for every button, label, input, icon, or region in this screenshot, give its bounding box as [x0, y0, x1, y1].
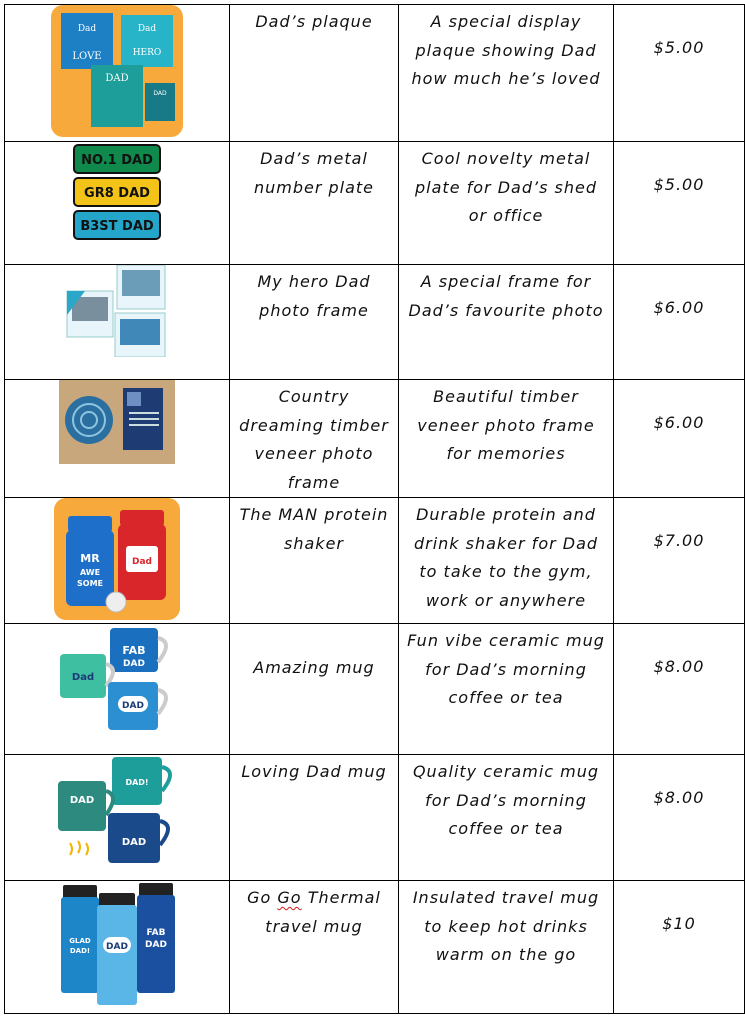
svg-text:SOME: SOME	[77, 579, 103, 588]
product-name-cell	[230, 624, 399, 755]
product-description-cell	[399, 380, 614, 498]
svg-text:GLAD: GLAD	[69, 937, 91, 945]
product-image-cell	[5, 881, 230, 1014]
product-name: Amazing mug	[253, 658, 375, 677]
product-image-cell	[5, 380, 230, 498]
product-image-cell	[5, 142, 230, 265]
product-description: A special frame for Dad’s favourite photo	[408, 272, 604, 320]
loving-mugs-icon	[54, 755, 180, 871]
svg-text:Dad: Dad	[137, 24, 157, 34]
product-price: $8.00	[653, 657, 705, 676]
svg-text:DAD: DAD	[121, 837, 147, 848]
product-name: Dad’s metal number plate	[253, 149, 375, 197]
product-price: $5.00	[653, 38, 705, 57]
product-name-cell	[230, 755, 399, 881]
product-name-cell	[230, 380, 399, 498]
svg-text:FAB: FAB	[146, 928, 166, 938]
product-price-cell	[614, 5, 745, 142]
product-description: Beautiful timber veneer photo frame for memories	[417, 387, 595, 463]
product-price: $6.00	[653, 413, 705, 432]
table-row	[5, 881, 745, 1014]
product-price: $5.00	[653, 175, 705, 194]
table-row	[5, 498, 745, 624]
product-description-cell	[399, 624, 614, 755]
product-name	[230, 881, 398, 941]
product-name: My hero Dad photo frame	[257, 272, 371, 320]
svg-text:DAD: DAD	[106, 942, 128, 952]
plate-text: NO.1 DAD	[81, 153, 153, 168]
product-price: $7.00	[653, 531, 705, 550]
table-row	[5, 5, 745, 142]
name-part: Thermal travel mug	[265, 888, 381, 936]
product-name-cell	[230, 142, 399, 265]
svg-text:DAD: DAD	[153, 90, 167, 97]
product-table	[4, 4, 745, 1014]
svg-text:Dad: Dad	[132, 557, 152, 567]
svg-text:MR: MR	[80, 552, 100, 565]
product-description-cell	[399, 142, 614, 265]
product-name-cell	[230, 881, 399, 1014]
fun-mugs-icon	[54, 624, 180, 734]
product-image-cell	[5, 624, 230, 755]
timber-frame-icon	[59, 380, 175, 464]
photo-frames-icon	[65, 265, 169, 357]
plaque-set-icon	[51, 5, 183, 137]
svg-text:DAD: DAD	[123, 659, 145, 669]
product-price-cell	[614, 755, 745, 881]
product-description: Durable protein and drink shaker for Dad to take to the gym, work or anywhere	[413, 505, 599, 610]
svg-text:DAD!: DAD!	[125, 778, 149, 787]
product-name: Loving Dad mug	[241, 762, 387, 781]
product-description-cell	[399, 5, 614, 142]
product-price-cell	[614, 380, 745, 498]
product-description: Quality ceramic mug for Dad’s morning coffee or tea	[412, 762, 600, 838]
plate-text: GR8 DAD	[84, 186, 150, 201]
thermal-mugs-icon	[57, 881, 177, 1007]
product-price-cell	[614, 624, 745, 755]
svg-text:DAD: DAD	[105, 73, 129, 84]
product-price: $10	[662, 914, 696, 933]
product-name-cell	[230, 498, 399, 624]
product-image-cell	[5, 265, 230, 380]
product-description-cell	[399, 755, 614, 881]
product-price-cell	[614, 498, 745, 624]
product-price: $6.00	[653, 298, 705, 317]
table-row	[5, 142, 745, 265]
product-name: Country dreaming timber veneer photo frame	[239, 387, 389, 492]
svg-text:DAD: DAD	[145, 940, 167, 950]
svg-text:DAD: DAD	[69, 795, 95, 806]
plate-text: B3ST DAD	[80, 219, 154, 234]
product-image-cell	[5, 755, 230, 881]
svg-text:DAD: DAD	[122, 701, 144, 711]
svg-text:DAD!: DAD!	[69, 947, 91, 955]
product-name: Dad’s plaque	[255, 12, 373, 31]
product-image-cell	[5, 498, 230, 624]
product-description-cell	[399, 881, 614, 1014]
product-description: A special display plaque showing Dad how much he’s loved	[411, 12, 601, 88]
shakers-icon	[54, 498, 180, 620]
spellcheck-flagged-word: Go	[277, 888, 302, 907]
table-row	[5, 265, 745, 380]
product-name-cell	[230, 5, 399, 142]
product-name: The MAN protein shaker	[239, 505, 389, 553]
svg-text:Dad: Dad	[71, 672, 95, 683]
product-price: $8.00	[653, 788, 705, 807]
svg-text:Dad: Dad	[77, 24, 97, 34]
number-plates-icon	[72, 142, 162, 242]
name-part: Go	[247, 888, 272, 907]
product-price-cell	[614, 881, 745, 1014]
product-image-cell	[5, 5, 230, 142]
product-price-cell	[614, 265, 745, 380]
product-description: Cool novelty metal plate for Dad’s shed or office	[415, 149, 597, 225]
product-description-cell	[399, 265, 614, 380]
svg-text:LOVE: LOVE	[72, 51, 102, 62]
product-description: Fun vibe ceramic mug for Dad’s morning coffee or tea	[407, 631, 605, 707]
table-row	[5, 624, 745, 755]
table-row	[5, 380, 745, 498]
svg-text:FAB: FAB	[122, 644, 146, 657]
product-name-cell	[230, 265, 399, 380]
product-description-cell	[399, 498, 614, 624]
product-price-cell	[614, 142, 745, 265]
svg-text:AWE: AWE	[79, 568, 101, 577]
product-description: Insulated travel mug to keep hot drinks warm on the go	[412, 888, 600, 964]
svg-text:HERO: HERO	[132, 48, 162, 58]
table-row	[5, 755, 745, 881]
